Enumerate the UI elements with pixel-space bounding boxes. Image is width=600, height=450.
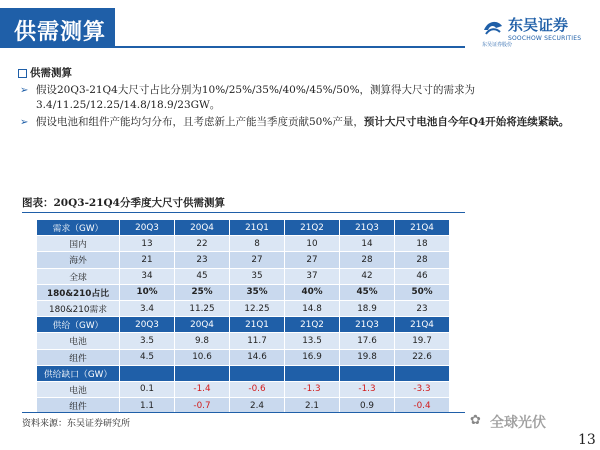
table-cell: 0.1 (120, 381, 175, 397)
logo-chinese-name: 东吴证券 (508, 16, 569, 34)
table-cell: 28 (395, 252, 450, 268)
table-cell: 45 (175, 268, 230, 284)
table-cell: 45% (340, 284, 395, 300)
table-cell: 13.5 (285, 333, 340, 349)
table-cell: 18.9 (340, 300, 395, 316)
table-cell: 11.25 (175, 300, 230, 316)
table-row (37, 284, 450, 300)
body-text (18, 66, 578, 130)
table-row (37, 349, 450, 365)
header-label-cell: 供给缺口（GW） (37, 365, 120, 381)
figure-caption: 图表：20Q3-21Q4分季度大尺寸供需测算 (22, 197, 225, 209)
table-cell: 14 (340, 236, 395, 252)
table-row (37, 381, 450, 397)
source-note: 资料来源：东吴证券研究所 (22, 419, 131, 429)
table-cell: -0.7 (175, 398, 230, 414)
header-label-cell: 需求（GW） (37, 220, 120, 236)
table-cell: 4.5 (120, 349, 175, 365)
row-label-cell: 组件 (37, 349, 120, 365)
header-quarter-cell: 21Q3 (340, 317, 395, 333)
square-bullet-icon (18, 69, 27, 78)
table-cell: 35% (230, 284, 285, 300)
table-cell: 0.9 (340, 398, 395, 414)
wechat-icon: ✿ (470, 413, 481, 428)
header-quarter-cell (285, 365, 340, 381)
table-row (37, 236, 450, 252)
caption-rule (22, 212, 465, 213)
table-cell: 40% (285, 284, 340, 300)
watermark: 全球光伏 (490, 415, 546, 431)
table-cell: 1.1 (120, 398, 175, 414)
bullet-text-1: 假设20Q3-21Q4大尺寸占比分别为10%/25%/35%/40%/45%/50%，测算得大尺寸的需求为3.4/11.25/12.25/14.8/18.9/23GW。 (36, 84, 476, 111)
demand-header-row (37, 220, 450, 236)
header-quarter-cell (395, 365, 450, 381)
table-cell: 10 (285, 236, 340, 252)
table-cell: 42 (340, 268, 395, 284)
table-cell: 23 (395, 300, 450, 316)
table-cell: 13 (120, 236, 175, 252)
source-rule (22, 412, 465, 413)
table-cell: 34 (120, 268, 175, 284)
table-cell: 21 (120, 252, 175, 268)
table-cell: 25% (175, 284, 230, 300)
header-quarter-cell: 21Q1 (230, 220, 285, 236)
header-quarter-cell: 20Q4 (175, 317, 230, 333)
table-cell: 19.8 (340, 349, 395, 365)
table-cell: 28 (340, 252, 395, 268)
row-label-cell: 全球 (37, 268, 120, 284)
table-row (37, 268, 450, 284)
table-cell: 3.4 (120, 300, 175, 316)
table-cell: 16.9 (285, 349, 340, 365)
table-cell: 9.8 (175, 333, 230, 349)
row-label-cell: 电池 (37, 333, 120, 349)
row-label-cell: 国内 (37, 236, 120, 252)
table-cell: 14.6 (230, 349, 285, 365)
logo-english-name: SOOCHOW SECURITIES (508, 35, 582, 42)
table-cell: 50% (395, 284, 450, 300)
table-row (37, 333, 450, 349)
table-cell: 35 (230, 268, 285, 284)
table-cell: 12.25 (230, 300, 285, 316)
table-cell: 22.6 (395, 349, 450, 365)
header-quarter-cell (340, 365, 395, 381)
table-cell: 27 (230, 252, 285, 268)
table-row (37, 252, 450, 268)
table-cell: 23 (175, 252, 230, 268)
header-quarter-cell: 21Q2 (285, 317, 340, 333)
row-label-cell: 海外 (37, 252, 120, 268)
title-underline (115, 46, 465, 48)
row-label-cell: 180&210需求 (37, 300, 120, 316)
header-quarter-cell: 21Q1 (230, 317, 285, 333)
logo-mini-text: 东吴证券股份 (482, 42, 513, 48)
header-quarter-cell (120, 365, 175, 381)
table-cell: 11.7 (230, 333, 285, 349)
table-cell: 3.5 (120, 333, 175, 349)
table-cell: -1.3 (340, 381, 395, 397)
row-label-cell: 180&210占比 (37, 284, 120, 300)
table-cell: -0.6 (230, 381, 285, 397)
header-quarter-cell: 21Q4 (395, 220, 450, 236)
header-quarter-cell (175, 365, 230, 381)
table-cell: 17.6 (340, 333, 395, 349)
bullet-2-bold: 预计大尺寸电池自今年Q4开始将连续紧缺。 (363, 116, 570, 128)
bullet-item (18, 115, 578, 130)
bullet-2-normal: 假设电池和组件产能均匀分布，且考虑新上产能当季度贡献50%产量， (36, 116, 364, 128)
section-title: 供需测算 (30, 67, 72, 79)
table-cell: 27 (285, 252, 340, 268)
table-cell: 22 (175, 236, 230, 252)
page-title: 供需测算 (14, 20, 107, 45)
page-number: 13 (578, 432, 596, 448)
table-cell: -1.4 (175, 381, 230, 397)
header-label-cell: 供给（GW） (37, 317, 120, 333)
table-cell: 10.6 (175, 349, 230, 365)
table-cell: 19.7 (395, 333, 450, 349)
header-quarter-cell: 20Q3 (120, 317, 175, 333)
bullet-item (18, 83, 578, 113)
table-cell: -3.3 (395, 381, 450, 397)
row-label-cell: 组件 (37, 398, 120, 414)
header-quarter-cell: 20Q3 (120, 220, 175, 236)
header-quarter-cell: 20Q4 (175, 220, 230, 236)
arrow-bullet-icon: ➢ (20, 117, 29, 128)
table-row (37, 300, 450, 316)
company-logo (482, 14, 592, 50)
table-cell: 10% (120, 284, 175, 300)
bullet-text-2 (36, 115, 569, 130)
header-quarter-cell (230, 365, 285, 381)
table-cell: 18 (395, 236, 450, 252)
table-cell: 37 (285, 268, 340, 284)
header-quarter-cell: 21Q3 (340, 220, 395, 236)
section-heading (18, 66, 578, 81)
table-cell: 2.1 (285, 398, 340, 414)
row-label-cell: 电池 (37, 381, 120, 397)
gap-header-row (37, 365, 450, 381)
header-quarter-cell: 21Q4 (395, 317, 450, 333)
table-cell: 8 (230, 236, 285, 252)
logo-mark-icon (482, 16, 504, 38)
table-cell: 14.8 (285, 300, 340, 316)
table-cell: -0.4 (395, 398, 450, 414)
table-cell: 2.4 (230, 398, 285, 414)
table-cell: -1.3 (285, 381, 340, 397)
supply-demand-table (36, 219, 450, 414)
supply-header-row (37, 317, 450, 333)
arrow-bullet-icon: ➢ (20, 85, 29, 96)
header-quarter-cell: 21Q2 (285, 220, 340, 236)
table-cell: 46 (395, 268, 450, 284)
